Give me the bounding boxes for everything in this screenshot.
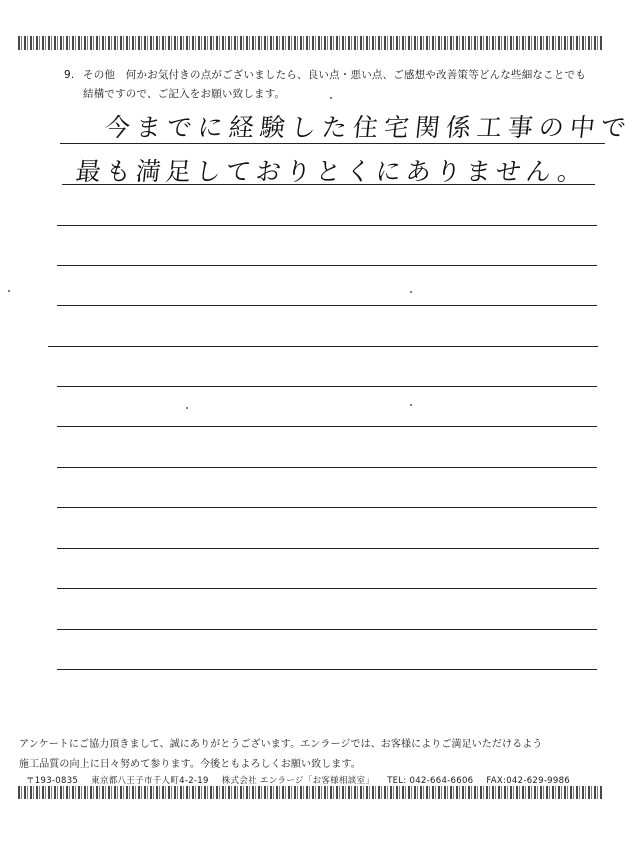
answer-line-8 — [57, 426, 597, 427]
handwritten-answer-line-2: 最も満足しておりとくにありません。 — [74, 157, 589, 186]
answer-line-4 — [57, 265, 597, 266]
answer-line-5 — [57, 305, 597, 306]
scan-speck — [330, 97, 332, 99]
footer-contact — [26, 774, 606, 786]
question-text — [83, 66, 608, 104]
footer-thanks — [19, 735, 614, 775]
question-text-line-2: 結構ですので、ご記入をお願い致します。 — [83, 88, 286, 100]
footer-pattern-band — [18, 786, 602, 799]
scan-speck — [186, 407, 188, 409]
scan-speck — [410, 404, 412, 406]
answer-line-13 — [57, 629, 597, 630]
answer-line-11 — [57, 548, 599, 549]
handwritten-answer-line-1: 今までに経験した住宅関係工事の中で — [103, 113, 633, 142]
scan-speck — [8, 290, 10, 292]
fax: FAX:042-629-9986 — [486, 776, 571, 786]
scan-speck — [410, 291, 412, 293]
footer-thanks-line-2: 施工品質の向上に日々努めて参ります。今後ともよろしくお願い致します。 — [19, 759, 361, 770]
answer-line-3 — [57, 225, 597, 226]
postal-code: 〒193-0835 — [26, 776, 79, 786]
answer-line-6 — [48, 346, 598, 347]
telephone: TEL: 042-664-6606 — [387, 776, 474, 786]
answer-line-10 — [57, 507, 597, 508]
header-pattern-band — [18, 36, 602, 50]
footer-thanks-line-1: アンケートにご協力頂きまして、誠にありがとうございます。エンラージでは、お客様によりご満足いただけるよう — [19, 739, 543, 750]
address: 東京都八王子市千人町4-2-19 — [91, 776, 209, 786]
answer-line-9 — [57, 467, 597, 468]
answer-line-14 — [57, 669, 597, 670]
company-name: 株式会社 エンラージ「お客様相談室」 — [221, 776, 375, 786]
answer-line-7 — [57, 386, 597, 387]
question-number: 9. — [64, 69, 75, 81]
question-text-line-1: その他 何かお気付きの点がございましたら、良い点・悪い点、ご感想や改善策等どんな些細なことでも — [83, 69, 586, 81]
answer-line-12 — [57, 588, 597, 589]
